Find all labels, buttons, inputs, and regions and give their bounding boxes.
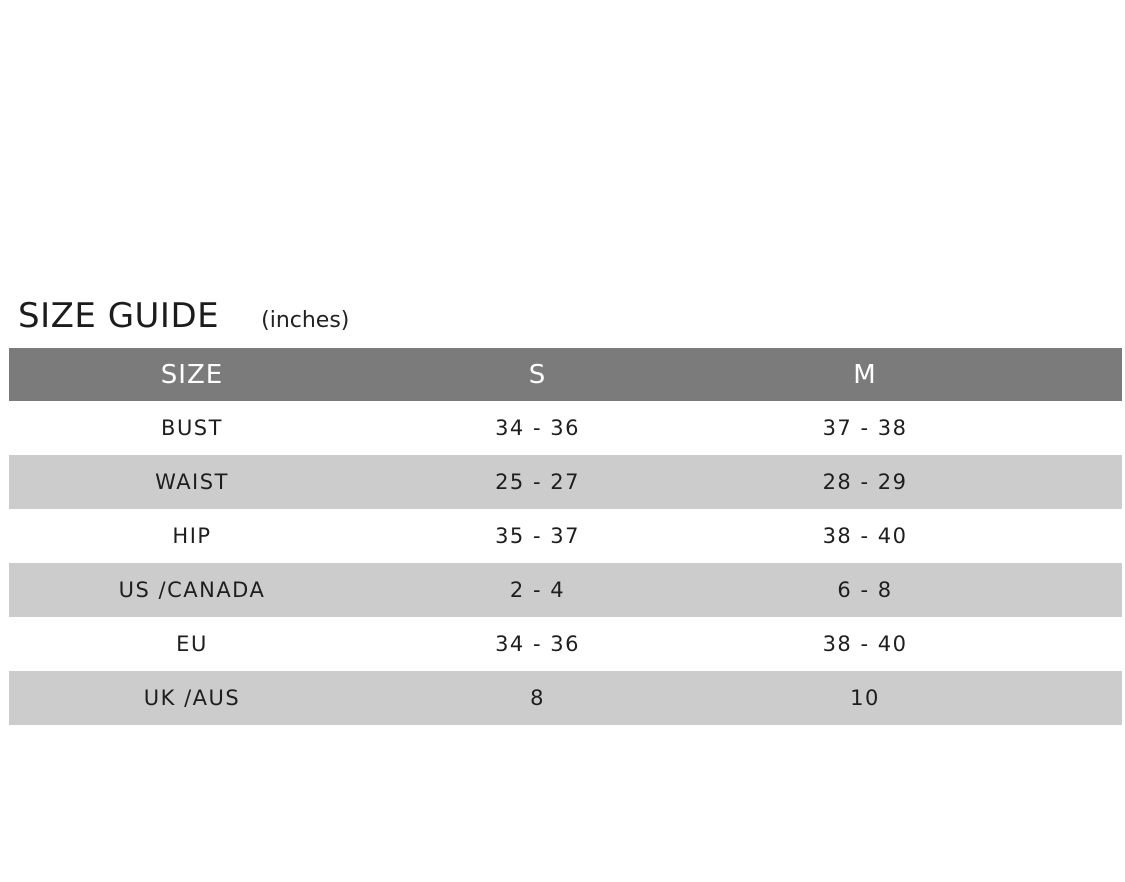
value-s: 2 - 4 [509,578,566,602]
row-label: WAIST [155,470,229,494]
value-s: 34 - 36 [495,632,580,656]
size-table [9,348,1122,725]
table-row [9,563,1122,617]
value-s: 25 - 27 [495,470,580,494]
table-row [9,617,1122,671]
value-m: 6 - 8 [837,578,893,602]
row-label: EU [176,632,208,656]
value-s: 35 - 37 [495,524,580,548]
table-row [9,455,1122,509]
header-size: SIZE [160,359,224,390]
row-label: UK /AUS [143,686,241,710]
header-s: S [528,359,547,390]
row-label: BUST [161,416,223,440]
table-row [9,509,1122,563]
value-s: 34 - 36 [495,416,580,440]
header-m: M [853,359,877,390]
size-guide-heading [18,296,349,340]
table-row [9,671,1122,725]
value-m: 10 [850,686,880,710]
value-m: 38 - 40 [822,524,908,548]
table-header-row [9,348,1122,401]
row-label: US /CANADA [118,578,266,602]
value-m: 37 - 38 [822,416,908,440]
row-label: HIP [172,524,212,548]
page-title: SIZE GUIDE [18,296,220,336]
value-s: 8 [530,686,545,710]
table-row [9,401,1122,455]
value-m: 28 - 29 [822,470,908,494]
unit-label: (inches) [261,308,350,333]
value-m: 38 - 40 [822,632,908,656]
